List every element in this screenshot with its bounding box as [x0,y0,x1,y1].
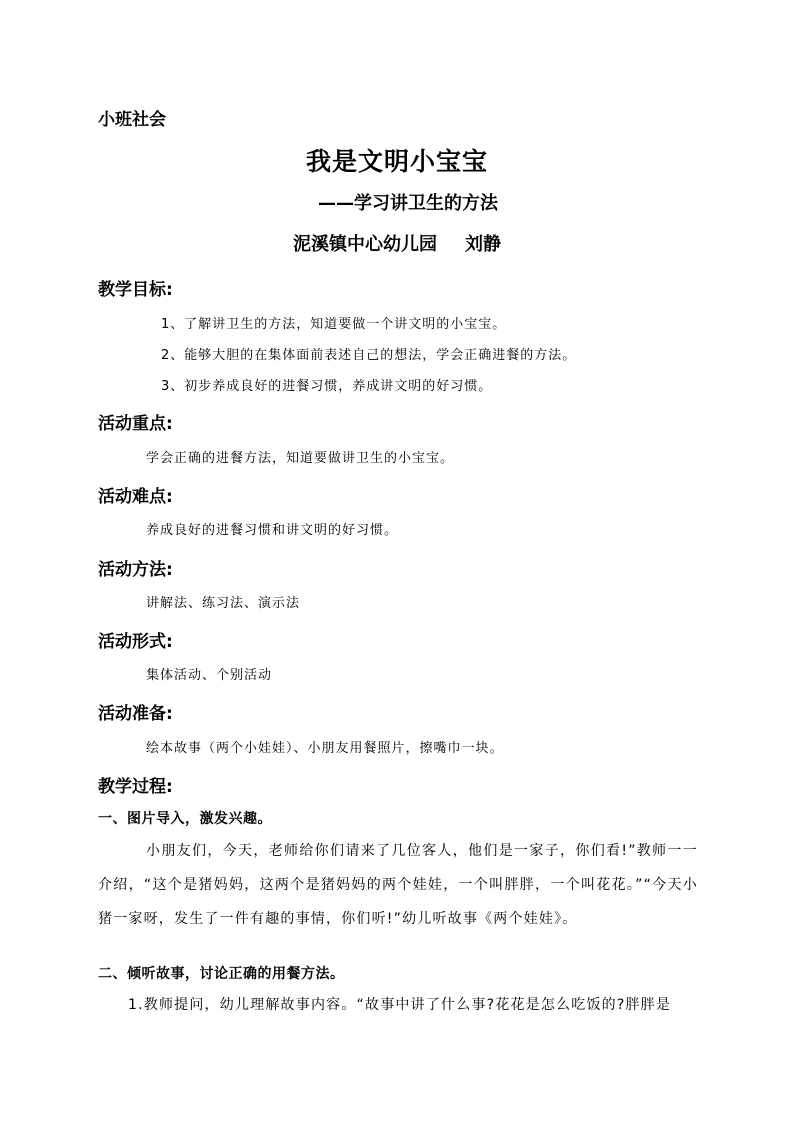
method-heading: 活动方法: [98,560,173,580]
process-step-1-text: 小朋友们，今天，老师给你们请来了几位客人，他们是一家子，你们看!”教师一一介绍，“这个是猪妈妈，这两个是猪妈妈的两个娃娃，一个叫胖胖，一个叫花花。”“今天小猪一家呀，发生了一件有趣的事情，你们听!”幼儿听故事《两个娃娃》。 [98,843,698,927]
method-text: 讲解法、练习法、演示法 [146,596,301,611]
document-title: 我是文明小宝宝 [305,147,488,176]
document-subtitle: ——学习讲卫生的方法 [318,193,498,214]
form-heading: 活动形式: [98,632,173,652]
process-heading: 教学过程: [98,777,173,797]
process-step-2-item-1: 1.教师提问，幼儿理解故事内容。“故事中讲了什么事?花花是怎么吃饭的?胖胖是 [128,997,672,1013]
goals-heading: 教学目标: [98,280,173,300]
author-school: 泥溪镇中心幼儿园 [293,234,437,255]
process-step-1-title: 一、图片导入，激发兴趣。 [98,811,272,827]
process-step-2-title: 二、倾听故事，讨论正确的用餐方法。 [98,966,345,982]
key-point-text: 学会正确的进餐方法，知道要做讲卫生的小宝宝。 [146,451,455,466]
difficulty-text: 养成良好的进餐习惯和讲文明的好习惯。 [146,523,399,538]
goal-item-1: 1、了解讲卫生的方法，知道要做一个讲文明的小宝宝。 [161,317,507,332]
key-point-heading: 活动重点: [98,414,173,434]
author-name: 刘静 [465,234,501,255]
difficulty-heading: 活动难点: [98,487,173,507]
form-text: 集体活动、个别活动 [146,668,273,683]
author-line [0,230,794,256]
goal-item-3: 3、初步养成良好的进餐习惯，养成讲文明的好习惯。 [161,379,493,394]
preparation-heading: 活动准备: [98,704,173,724]
preparation-text: 绘本故事（两个小娃娃）、小朋友用餐照片，擦嘴巾一块。 [146,741,504,756]
category-label: 小班社会 [98,110,166,130]
goal-item-2: 2、能够大胆的在集体面前表述自己的想法，学会正确进餐的方法。 [161,348,577,363]
